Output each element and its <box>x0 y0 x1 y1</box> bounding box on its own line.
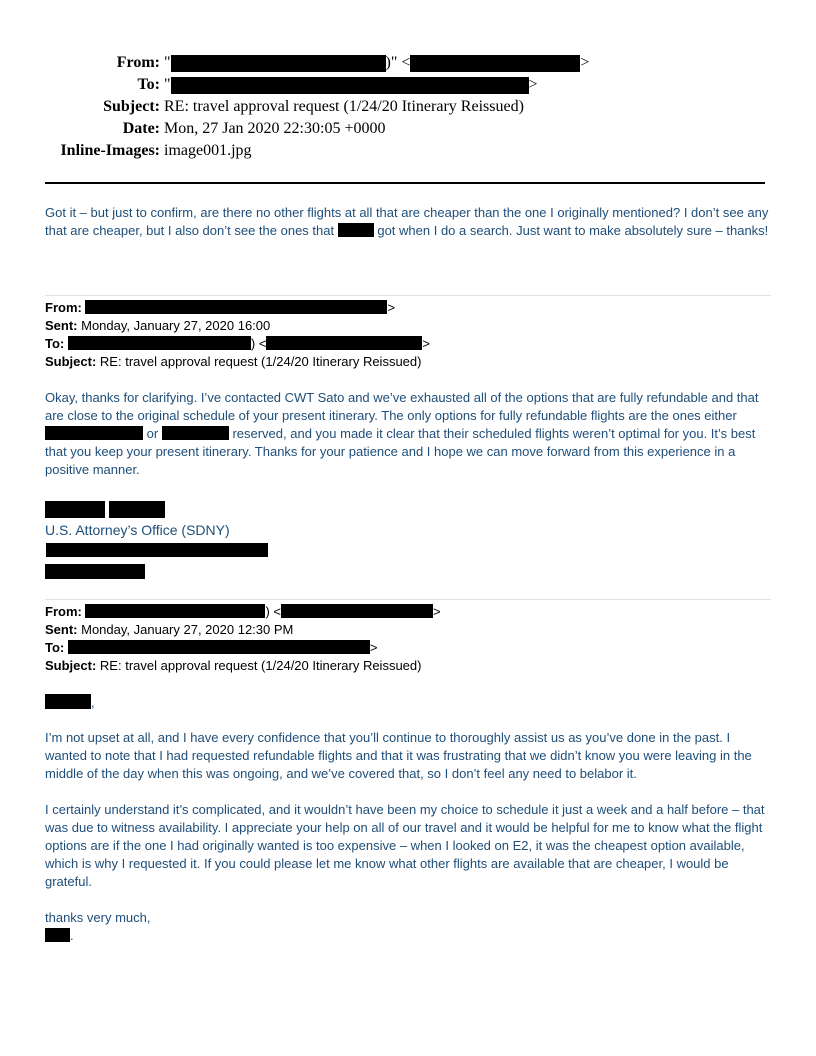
redaction-box <box>171 77 529 94</box>
quoted-sent-row: Sent: Monday, January 27, 2020 12:30 PM <box>45 622 294 637</box>
greeting-line: , <box>45 694 775 712</box>
redaction-box <box>410 55 580 72</box>
message-separator <box>45 599 771 600</box>
message-body-2: Okay, thanks for clarifying. I’ve contacted CWT Sato and we’ve exhausted all of the options that are fully refundable and that are close to the original schedule of your present itinerary. The only options for fully refundable flights are the ones either or reserved, and you made it clear that their scheduled flights weren’t optimal for you. It’s best that you keep your present itinerary. Thanks for your patience and I hope we can move forward from this experience in a positive manner. <box>45 390 759 477</box>
quoted-to-row: To: ) < > <box>45 336 431 351</box>
header-to-label: To: <box>137 76 160 93</box>
redaction-box <box>45 564 145 579</box>
header-date-row <box>40 118 760 140</box>
quoted-to-row: To: > <box>45 640 378 655</box>
redaction-box <box>68 640 370 654</box>
header-divider <box>45 182 765 184</box>
redaction-box <box>45 426 143 440</box>
redaction-box <box>85 604 265 618</box>
quoted-from-row: From: ) < > <box>45 604 441 619</box>
quoted-subject-row: Subject: RE: travel approval request (1/24/20 Itinerary Reissued) <box>45 354 422 369</box>
header-to-value: " > <box>164 76 538 93</box>
header-from-row <box>40 52 760 74</box>
header-from-value: " )" < > <box>164 54 590 71</box>
redaction-box <box>46 543 268 557</box>
header-inline-images-value: image001.jpg <box>164 142 252 159</box>
redaction-box <box>85 300 387 314</box>
signature-initials: . <box>45 927 775 945</box>
quoted-email-header-2 <box>45 603 771 675</box>
redaction-box <box>45 928 70 942</box>
header-inline-images-row <box>40 140 760 162</box>
quoted-email-header-1 <box>45 299 771 371</box>
header-subject-value: RE: travel approval request (1/24/20 Itinerary Reissued) <box>164 98 524 115</box>
message-body-3-paragraph-2: I certainly understand it’s complicated, and it wouldn’t have been my choice to schedule it just a week and a half before – that was due to witness availability. I appreciate your help on all of our travel and it would be helpful for me to know what the flight options are if the one I had originally wanted is too expensive – when I looked on E2, it was the cheapest option available, which is why I requested it. If you could please let me know what other flights are available that are cheaper, I would be grateful. <box>45 802 765 889</box>
redaction-box <box>45 501 105 518</box>
header-subject-label: Subject: <box>103 98 160 115</box>
signature-office: U.S. Attorney’s Office (SDNY) <box>45 522 230 538</box>
message-body-3-paragraph-1: I’m not upset at all, and I have every confidence that you’ll continue to thoroughly assist us as you’ve done in the past. I wanted to note that I had requested refundable flights and that it was frustrating that we didn’t know you were leaving in the middle of the day when this was ongoing, and we’ve covered that, so I don’t feel any need to belabor it. <box>45 730 752 781</box>
quoted-sent-row: Sent: Monday, January 27, 2020 16:00 <box>45 318 271 333</box>
header-to-row <box>40 74 760 96</box>
header-from-label: From: <box>116 54 160 71</box>
closing-line: thanks very much, <box>45 910 151 925</box>
redaction-box <box>109 501 165 518</box>
redaction-box <box>266 336 422 350</box>
quoted-subject-row: Subject: RE: travel approval request (1/24/20 Itinerary Reissued) <box>45 658 422 673</box>
header-date-value: Mon, 27 Jan 2020 22:30:05 +0000 <box>164 120 386 137</box>
redaction-box <box>171 55 386 72</box>
redaction-box <box>162 426 229 440</box>
redaction-box <box>281 604 433 618</box>
redaction-box <box>68 336 251 350</box>
header-inline-images-label: Inline-Images: <box>60 142 160 159</box>
redaction-box <box>45 694 91 709</box>
header-subject-row <box>40 96 760 118</box>
quoted-from-row: From: > <box>45 300 396 315</box>
redaction-box <box>338 223 374 237</box>
header-date-label: Date: <box>122 120 160 137</box>
message-body-latest: Got it – but just to confirm, are there no other flights at all that are cheaper than the one I originally mentioned? I don’t see any that are cheaper, but I also don’t see the ones that got when I do a search. Just want to make absolutely sure – thanks! <box>45 205 769 238</box>
message-separator <box>45 295 771 296</box>
